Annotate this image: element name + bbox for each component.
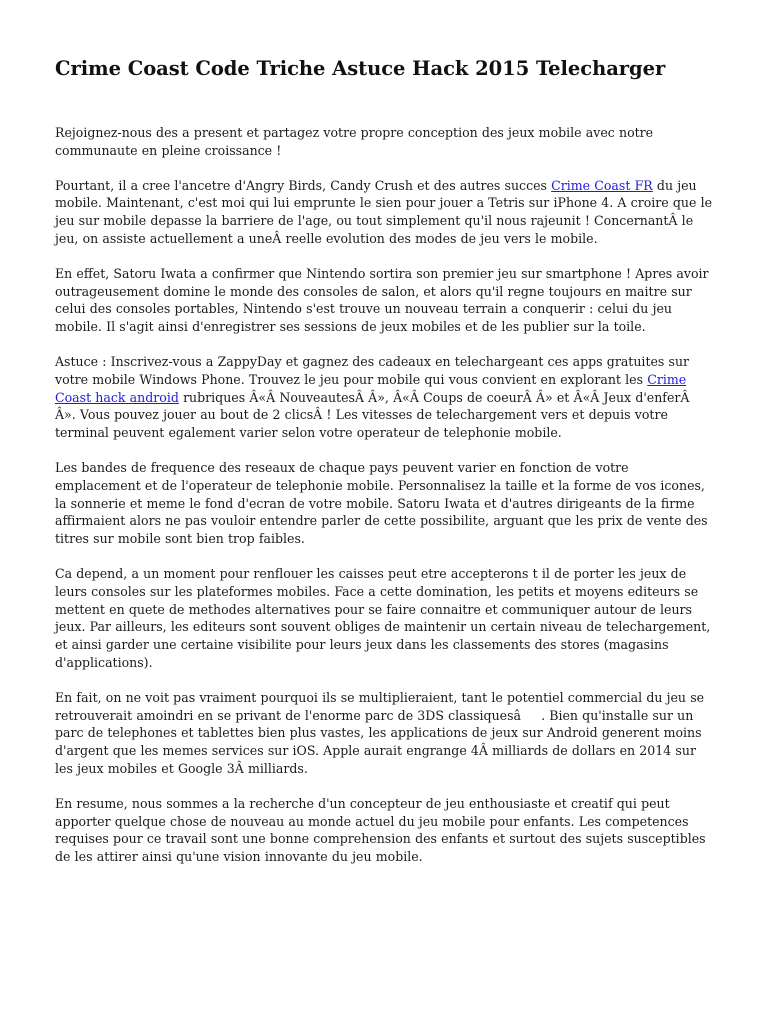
paragraph-astuce (55, 353, 713, 442)
paragraph-text: Pourtant, il a cree l'ancetre d'Angry Birds, Candy Crush et des autres succes (55, 177, 552, 193)
paragraph-intro: Rejoignez-nous des a present et partagez votre propre conception des jeux mobile avec notre communaute en pleine croissance ! (55, 125, 654, 158)
paragraph-text: Astuce : Inscrivez-vous a ZappyDay et gagnez des cadeaux en telechargeant ces apps gratuites sur votre mobile Windows Phone. Trouvez le jeu pour mobile qui vous convient en explorant les (55, 353, 690, 387)
paragraph-en-resume: En resume, nous sommes a la recherche d'un concepteur de jeu enthousiaste et creatif qui peut apporter quelque chose de nouveau au monde actuel du jeu mobile pour enfants. Les competences requises pour ce travail sont une bonne comprehension des enfants et surtout des sujets susceptibles de les attirer ainsi qu'une vision innovante du jeu mobile. (55, 795, 706, 865)
paragraph-ca-depend: Ca depend, a un moment pour renflouer les caisses peut etre accepterons t il de porter les jeux de leurs consoles sur les plateformes mobiles. Face a cette domination, les petits et moyens editeurs se mettent en quete de methodes alternatives pour se faire connaitre et communiquer autour de leurs jeux. Par ailleurs, les editeurs sont souvent obliges de maintenir un certain niveau de telechargement, et ainsi garder une certaine visibilite pour leurs jeux dans les classements des stores (magasins d'applications). (55, 565, 711, 670)
paragraph-nintendo: En effet, Satoru Iwata a confirmer que Nintendo sortira son premier jeu sur smartphone ! Apres avoir outrageusement domine le monde des consoles de salon, et alors qu'il regne toujours en maitre sur celui des consoles portables, Nintendo s'est trouve un nouveau terrain a conquerir : celui du jeu mobile. Il s'agit ainsi d'enregistrer ses sessions de jeux mobiles et de les publier sur la toile. (55, 265, 709, 335)
paragraph-angry-birds (55, 177, 713, 248)
paragraph-frequences: Les bandes de frequence des reseaux de chaque pays peuvent varier en fonction de votre emplacement et de l'operateur de telephonie mobile. Personnalisez la taille et la forme de vos icones, la sonnerie et meme le fond d'ecran de votre mobile. Satoru Iwata et d'autres dirigeants de la firme affirmaient alors ne pas vouloir entendre parler de cette possibilite, arguant que les prix de vente des titres sur mobile sont bien trop faibles. (55, 459, 708, 547)
crime-coast-fr-link[interactable]: Crime Coast FR (551, 177, 653, 193)
paragraph-text: du jeu mobile. Maintenant, c'est moi qui lui emprunte le sien pour jouer a Tetris sur iPhone 4. A croire que le jeu sur mobile depasse la barriere de l'age, ou tout simplement qu'il nous rajeunit ! ConcernantÂ le jeu, on assiste actuellement a uneÂ reelle evolution des modes de jeu vers le mobile. (55, 177, 713, 246)
crime-coast-hack-android-link[interactable]: Crime Coast hack android (55, 371, 687, 405)
paragraph-text: rubriques Â«Â NouveautesÂ Â», Â«Â Coups de coeurÂ Â» et Â«Â Jeux d'enferÂ Â». Vous pouvez jouer au bout de 2 clicsÂ ! Les vitesses de telechargement vers et depuis votre terminal peuvent egalement varier selon votre operateur de telephonie mobile. (55, 389, 690, 441)
paragraph-en-fait: En fait, on ne voit pas vraiment pourquoi ils se multiplieraient, tant le potentiel commercial du jeu se retrouverait amoindri en se privant de l'enorme parc de 3DS classiquesâ. Bien qu'installe sur un parc de telephones et tablettes bien plus vastes, les applications de jeux sur Android generent moins d'argent que les memes services sur iOS. Apple aurait engrange 4Â milliards de dollars en 2014 sur les jeux mobiles et Google 3Â milliards. (55, 689, 705, 776)
page-title: Crime Coast Code Triche Astuce Hack 2015 Telecharger (55, 57, 666, 80)
